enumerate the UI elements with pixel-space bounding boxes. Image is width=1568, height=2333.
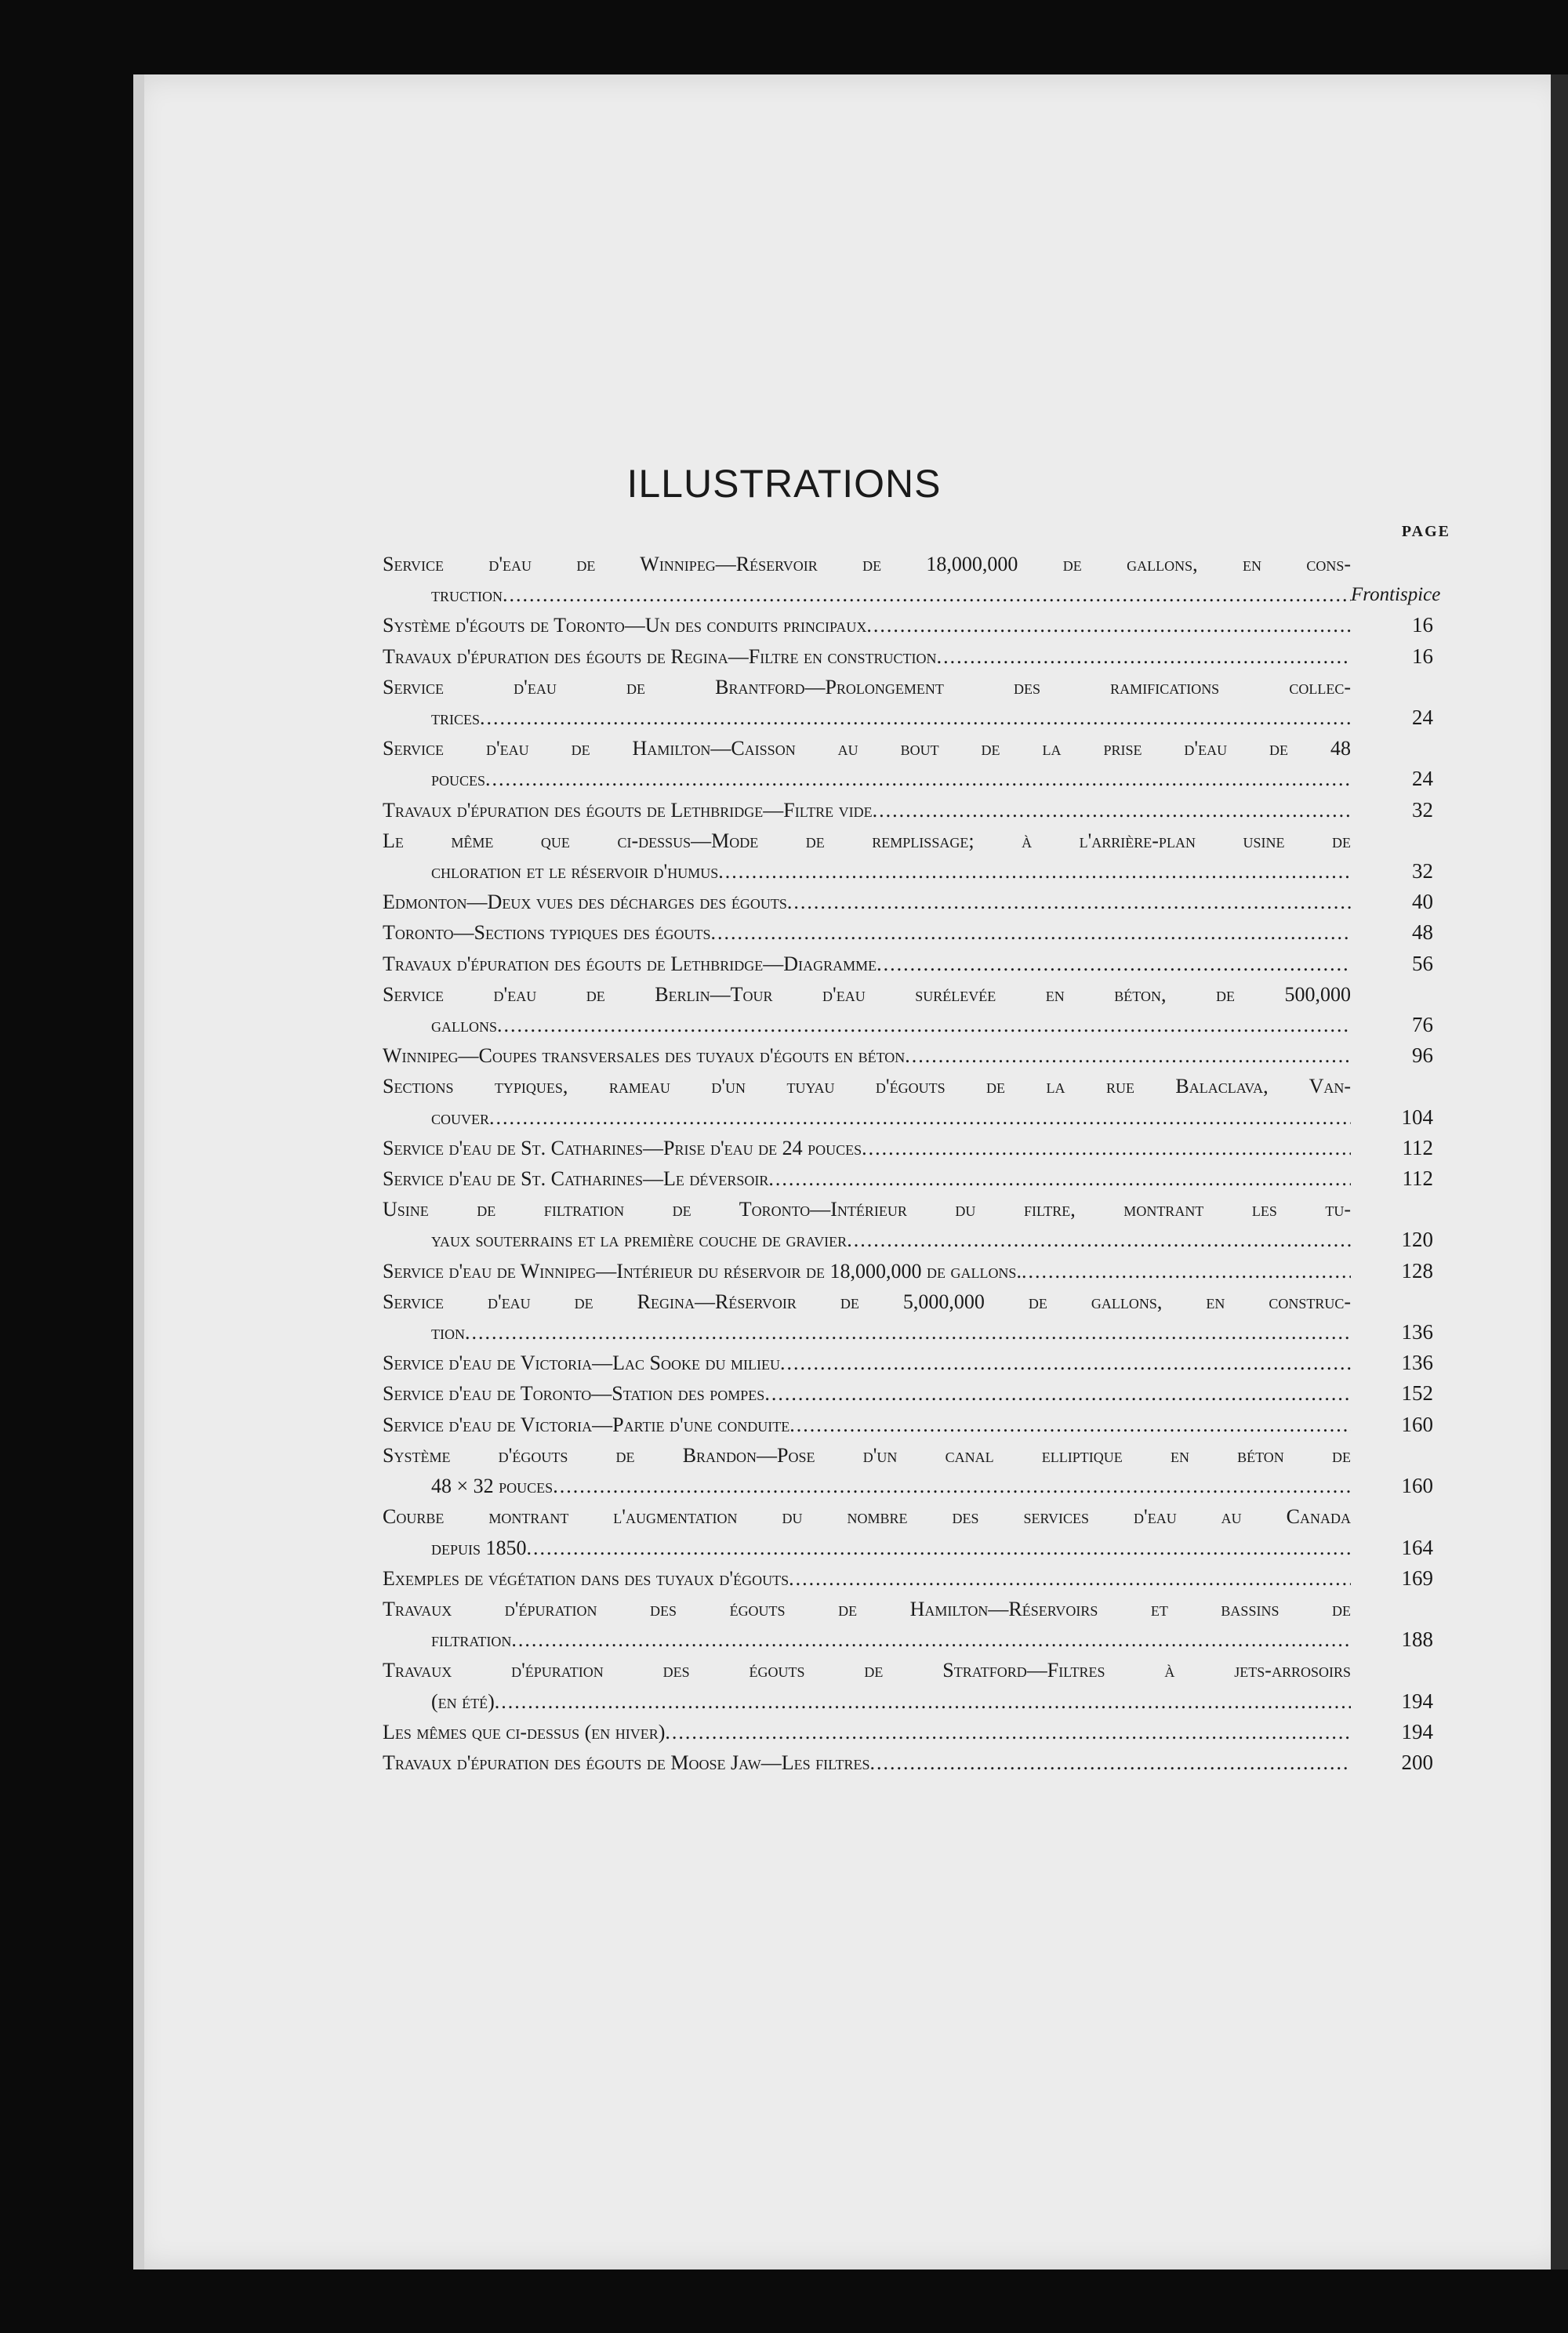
toc-entry xyxy=(383,1410,1433,1440)
toc-entry-title: Service d'eau de Regina—Réservoir de 5,000,000 de gallons, en construc- xyxy=(383,1290,1351,1313)
dot-leader xyxy=(787,887,1351,917)
toc-entry-continuation: trices xyxy=(431,706,481,730)
toc-entry xyxy=(383,1440,1433,1501)
dot-leader xyxy=(1022,1256,1351,1286)
page-number: 32 xyxy=(1412,797,1433,822)
dot-leader xyxy=(711,917,1351,948)
toc-entry-continuation: yaux souterrains et la première couche de gravier xyxy=(431,1228,848,1252)
toc-entry-title: Les mêmes que ci-dessus (en hiver) xyxy=(383,1720,666,1743)
page-number: 56 xyxy=(1412,951,1433,975)
toc-entry-title: Service d'eau de Victoria—Lac Sooke du milieu xyxy=(383,1352,780,1375)
page-number: 24 xyxy=(1412,706,1433,730)
toc-entry xyxy=(383,1378,1433,1409)
toc-entry xyxy=(383,1163,1433,1194)
toc-entry-title: Toronto—Sections typiques des égouts xyxy=(383,921,711,945)
toc-entry-title: Usine de filtration de Toronto—Intérieur du filtre, montrant les tu- xyxy=(383,1198,1351,1221)
page-number: 200 xyxy=(1401,1750,1433,1774)
page-number: 76 xyxy=(1412,1013,1433,1037)
toc-entry-continuation: (en été) xyxy=(431,1689,495,1713)
page-number: 188 xyxy=(1401,1627,1433,1652)
toc-entry-title: Service d'eau de Brantford—Prolongement des ramifications collec- xyxy=(383,675,1351,698)
page-title: ILLUSTRATIONS xyxy=(626,462,942,506)
page-number: 112 xyxy=(1402,1166,1433,1191)
page-number: 16 xyxy=(1412,644,1433,668)
toc-entry-title: Service d'eau de Winnipeg—Réservoir de 18,000,000 de gallons, en cons- xyxy=(383,553,1351,575)
toc-entry-title: Service d'eau de Winnipeg—Intérieur du réservoir de 18,000,000 de gallons. xyxy=(383,1259,1022,1283)
toc-entry xyxy=(383,917,1433,948)
toc-entry-title: Service d'eau de St. Catharines—Prise d'eau de 24 pouces xyxy=(383,1136,862,1159)
page-edge xyxy=(1551,74,1568,2270)
dot-leader xyxy=(866,610,1351,640)
dot-leader xyxy=(869,1747,1351,1778)
toc-entry-title: Service d'eau de St. Catharines—Le déversoir xyxy=(383,1167,769,1191)
page-number: 169 xyxy=(1401,1566,1433,1590)
toc-entry-title: Travaux d'épuration des égouts de Regina—Filtre en construction xyxy=(383,644,937,668)
toc-entry xyxy=(383,949,1433,979)
dot-leader xyxy=(495,1686,1351,1717)
toc-entry-continuation: 48 × 32 pouces xyxy=(431,1475,554,1498)
toc-entry-title: Travaux d'épuration des égouts de Lethbridge—Filtre vide xyxy=(383,798,873,822)
toc-entry-title: Travaux d'épuration des égouts de Lethbridge—Diagramme xyxy=(383,952,877,975)
toc-entry xyxy=(383,1501,1433,1562)
dot-leader xyxy=(873,795,1351,825)
page-number: 48 xyxy=(1412,920,1433,945)
dot-leader xyxy=(465,1317,1351,1348)
page-number: Frontispice xyxy=(1351,584,1441,606)
page-number: 40 xyxy=(1412,890,1433,914)
toc-entry xyxy=(383,887,1433,917)
toc-entry xyxy=(383,1071,1433,1132)
dot-leader xyxy=(862,1133,1351,1163)
dot-leader xyxy=(789,1410,1351,1440)
toc-entry-title: Sections typiques, rameau d'un tuyau d'égouts de la rue Balaclava, Van- xyxy=(383,1075,1351,1098)
page-number: 160 xyxy=(1401,1474,1433,1498)
toc-entry xyxy=(383,1256,1433,1286)
dot-leader xyxy=(789,1563,1351,1594)
toc-entry-continuation: gallons xyxy=(431,1014,497,1037)
dot-leader xyxy=(511,1624,1351,1655)
page-number: 96 xyxy=(1412,1043,1433,1068)
toc-entry-continuation: tion xyxy=(431,1321,465,1344)
toc-entry-title: Service d'eau de Toronto—Station des pompes xyxy=(383,1382,765,1406)
dot-leader xyxy=(905,1040,1351,1071)
toc-entry xyxy=(383,672,1433,733)
dot-leader xyxy=(768,1163,1351,1194)
dot-leader xyxy=(877,949,1351,979)
toc-entry-continuation: depuis 1850 xyxy=(431,1536,527,1559)
toc-entry xyxy=(383,1348,1433,1378)
page-number: 104 xyxy=(1401,1105,1433,1129)
page-column-header: PAGE xyxy=(1401,523,1450,540)
page-number: 32 xyxy=(1412,859,1433,883)
dot-leader xyxy=(718,856,1351,887)
toc-entry-continuation: filtration xyxy=(431,1628,512,1652)
toc-entry-title: Travaux d'épuration des égouts de Moose Jaw—Les filtres xyxy=(383,1751,870,1774)
page-number: 128 xyxy=(1401,1258,1433,1283)
dot-leader xyxy=(847,1225,1351,1255)
dot-leader xyxy=(485,764,1351,794)
dot-leader xyxy=(480,702,1351,733)
toc-entry xyxy=(383,610,1433,640)
dot-leader xyxy=(553,1471,1351,1501)
toc-entry xyxy=(383,1563,1433,1594)
toc-entry xyxy=(383,549,1441,610)
dot-leader xyxy=(497,1010,1351,1040)
dot-leader xyxy=(937,641,1351,672)
toc-entry-continuation: truction xyxy=(431,583,503,607)
toc-entry-continuation: couver xyxy=(431,1105,490,1129)
dot-leader xyxy=(764,1378,1351,1409)
toc-entry xyxy=(383,1594,1433,1655)
page-number: 24 xyxy=(1412,767,1433,791)
page-number: 120 xyxy=(1401,1228,1433,1252)
toc-entry xyxy=(383,1133,1433,1163)
toc-entry-title: Winnipeg—Coupes transversales des tuyaux d'égouts en béton xyxy=(383,1044,906,1068)
toc-entry xyxy=(383,641,1433,672)
page-number: 164 xyxy=(1401,1535,1433,1559)
toc-entry xyxy=(383,1717,1433,1747)
toc-entry-title: Service d'eau de Hamilton—Caisson au bout de la prise d'eau de 48 xyxy=(383,737,1351,760)
toc-entry xyxy=(383,795,1433,825)
page-number: 112 xyxy=(1402,1135,1433,1159)
toc-entry xyxy=(383,1040,1433,1071)
page-number: 136 xyxy=(1401,1351,1433,1375)
toc-entry-title: Service d'eau de Berlin—Tour d'eau surélevée en béton, de 500,000 xyxy=(383,982,1351,1006)
toc-entry xyxy=(383,1194,1433,1255)
page-number: 194 xyxy=(1401,1689,1433,1713)
dot-leader xyxy=(780,1348,1351,1378)
illustrations-list xyxy=(383,549,1441,1778)
toc-entry-continuation: chloration et le réservoir d'humus xyxy=(431,860,719,883)
dot-leader xyxy=(527,1533,1351,1563)
toc-entry-title: Travaux d'épuration des égouts de Hamilton—Réservoirs et bassins de xyxy=(383,1597,1351,1620)
toc-entry-continuation: pouces xyxy=(431,767,486,791)
page-number: 194 xyxy=(1401,1719,1433,1743)
toc-entry-title: Exemples de végétation dans des tuyaux d'égouts xyxy=(383,1566,789,1590)
toc-entry-title: Service d'eau de Victoria—Partie d'une conduite xyxy=(383,1413,790,1436)
page-number: 160 xyxy=(1401,1412,1433,1436)
toc-entry xyxy=(383,825,1433,887)
toc-entry-title: Système d'égouts de Brandon—Pose d'un canal elliptique en béton de xyxy=(383,1443,1351,1467)
toc-entry xyxy=(383,979,1433,1040)
toc-entry-title: Système d'égouts de Toronto—Un des conduits principaux xyxy=(383,614,867,637)
toc-entry-title: Courbe montrant l'augmentation du nombre des services d'eau au Canada xyxy=(383,1505,1351,1529)
page-number: 16 xyxy=(1412,613,1433,637)
page-number: 136 xyxy=(1401,1320,1433,1344)
toc-entry xyxy=(383,1747,1433,1778)
toc-entry-title: Le même que ci-dessus—Mode de remplissage; à l'arrière-plan usine de xyxy=(383,829,1351,852)
dot-leader xyxy=(665,1717,1351,1747)
toc-entry xyxy=(383,1286,1433,1348)
dot-leader xyxy=(489,1102,1351,1133)
toc-entry-title: Travaux d'épuration des égouts de Stratford—Filtres à jets-arrosoirs xyxy=(383,1659,1351,1682)
page-number: 152 xyxy=(1401,1381,1433,1406)
toc-entry xyxy=(383,733,1433,794)
toc-entry xyxy=(383,1655,1433,1716)
toc-entry-title: Edmonton—Deux vues des décharges des égouts xyxy=(383,891,787,914)
dot-leader xyxy=(503,579,1351,610)
